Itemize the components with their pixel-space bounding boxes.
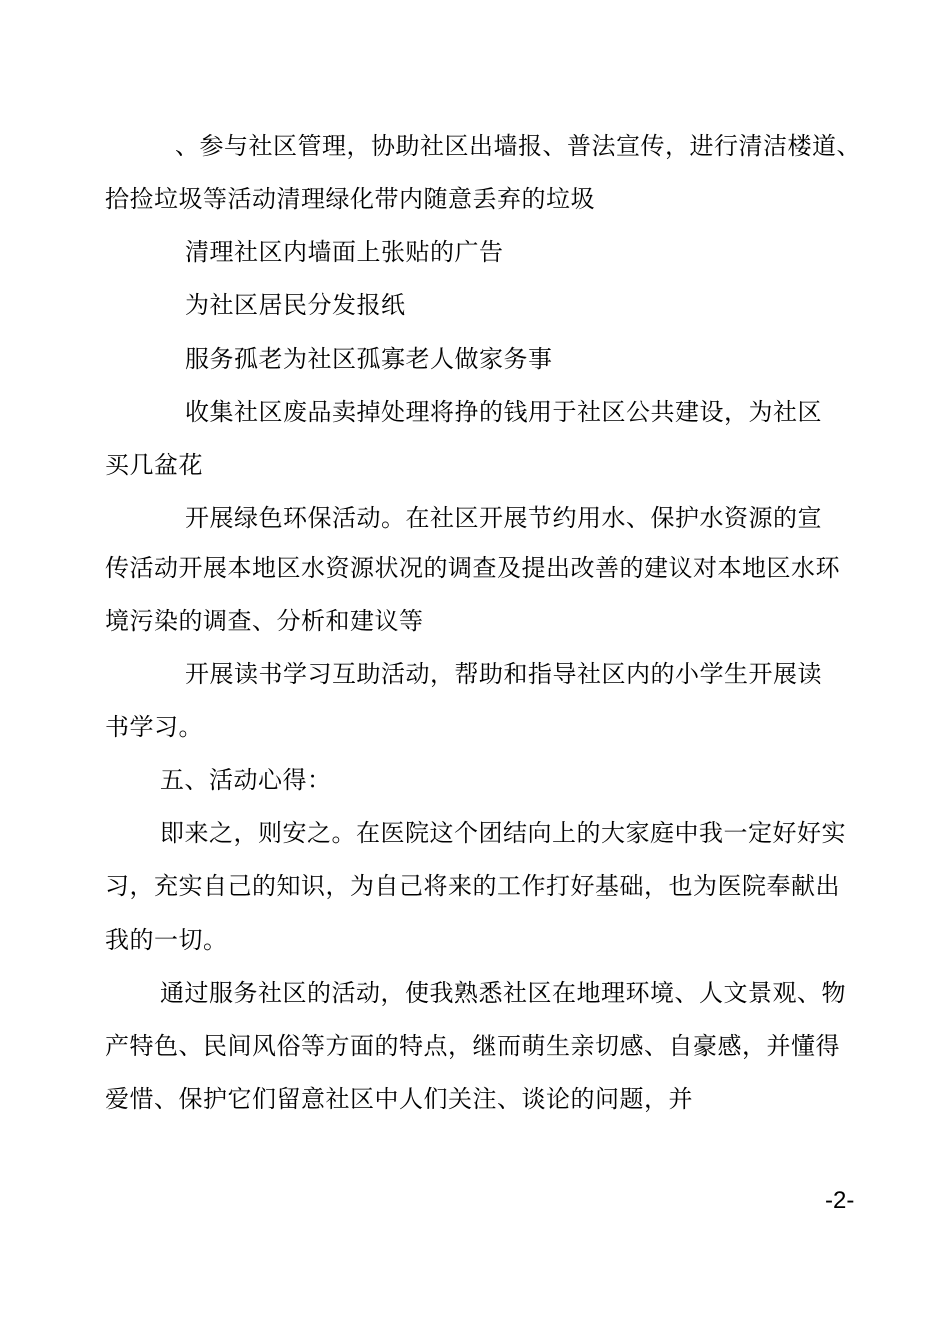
text-line-12: 书学习。 [105, 713, 203, 741]
text-line-14: 即来之，则安之。在医院这个团结向上的大家庭中我一定好好实 [160, 819, 846, 847]
text-line-5: 服务孤老为社区孤寡老人做家务事 [185, 345, 553, 373]
text-line-15: 习，充实自己的知识，为自己将来的工作打好基础，也为医院奉献出 [105, 872, 840, 900]
text-line-19: 爱惜、保护它们留意社区中人们关注、谈论的问题，并 [105, 1085, 693, 1113]
text-line-10: 境污染的调查、分析和建议等 [105, 607, 424, 635]
text-line-11: 开展读书学习互助活动，帮助和指导社区内的小学生开展读 [185, 660, 822, 688]
text-line-18: 产特色、民间风俗等方面的特点，继而萌生亲切感、自豪感，并懂得 [105, 1032, 840, 1060]
text-line-9: 传活动开展本地区水资源状况的调查及提出改善的建议对本地区水环 [105, 554, 840, 582]
page-number: -2- [825, 1187, 855, 1214]
text-line-17: 通过服务社区的活动，使我熟悉社区在地理环境、人文景观、物 [160, 979, 846, 1007]
text-line-4: 为社区居民分发报纸 [185, 291, 406, 319]
text-line-2: 拾捡垃圾等活动清理绿化带内随意丢弃的垃圾 [105, 185, 595, 213]
text-line-3: 清理社区内墙面上张贴的广告 [185, 238, 504, 266]
section-heading: 五、活动心得： [160, 766, 332, 794]
text-line-8: 开展绿色环保活动。在社区开展节约用水、保护水资源的宣 [185, 504, 822, 532]
text-line-1: 、参与社区管理，协助社区出墙报、普法宣传，进行清洁楼道、 [175, 132, 861, 160]
text-line-7: 买几盆花 [105, 451, 203, 479]
text-line-16: 我的一切。 [105, 926, 228, 954]
text-line-6: 收集社区废品卖掉处理将挣的钱用于社区公共建设，为社区 [185, 398, 822, 426]
